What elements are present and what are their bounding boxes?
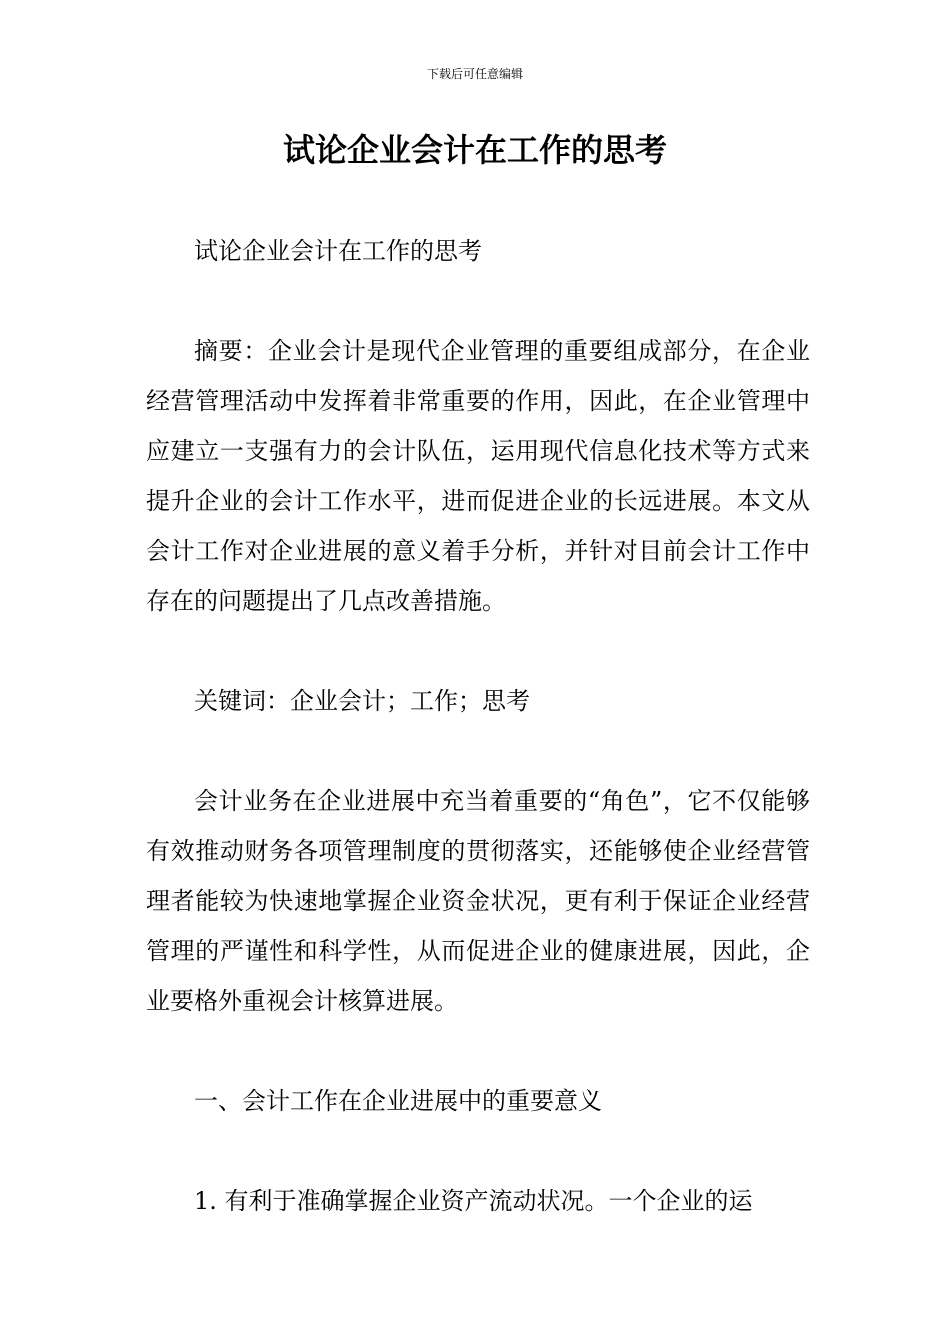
document-title: 试论企业会计在工作的思考 — [282, 131, 667, 169]
paragraph-abstract: 摘要：企业会计是现代企业管理的重要组成部分，在企业经营管理活动中发挥着非常重要的作用，因此，在企业管理中应建立一支强有力的会计队伍，运用现代信息化技术等方式来提升企业的会计工作水平，进而促进企业的长远进展。本文从会计工作对企业进展的意义着手分析，并针对目前会计工作中存在的问题提出了几点改善措施。 — [146, 337, 810, 615]
section-heading: 一、会计工作在企业进展中的重要意义 — [194, 1087, 602, 1115]
paragraph-point-1: 1. 有利于准确掌握企业资产流动状况。一个企业的运 — [194, 1187, 753, 1215]
document-body — [146, 226, 810, 1276]
paragraph-keywords: 关键词：企业会计；工作；思考 — [194, 687, 530, 715]
paragraph-intro: 会计业务在企业进展中充当着重要的“角色”，它不仅能够有效推动财务各项管理制度的贯彻落实，还能够使企业经营管理者能较为快速地掌握企业资金状况，更有利于保证企业经营管理的严谨性和科学性，从而促进企业的健康进展，因此，企业要格外重视会计核算进展。 — [146, 787, 810, 1015]
header-note: 下载后可任意编辑 — [426, 67, 523, 81]
paragraph-subtitle: 试论企业会计在工作的思考 — [194, 237, 482, 265]
